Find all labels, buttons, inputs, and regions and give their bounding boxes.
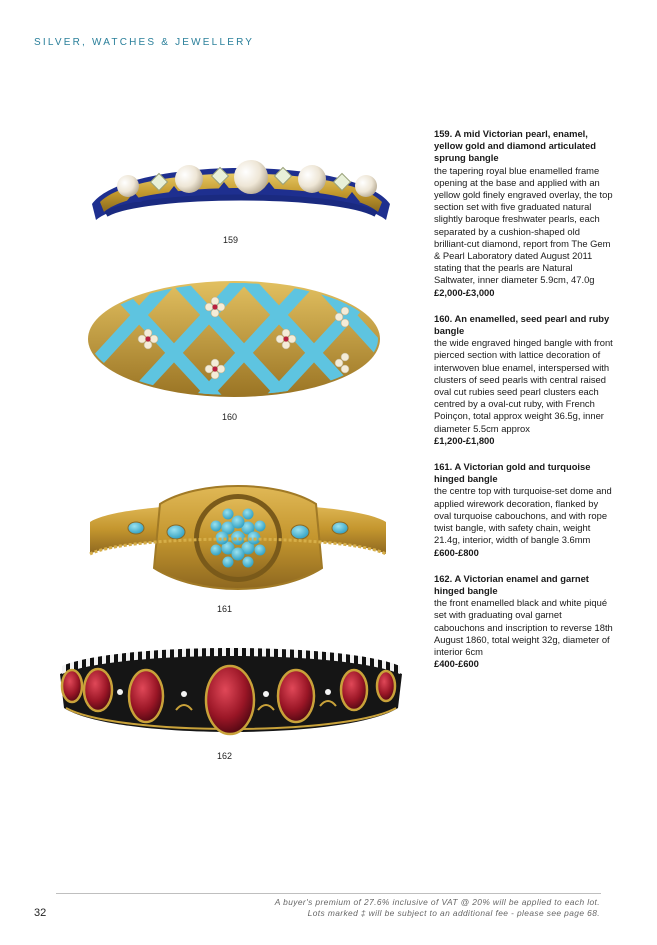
- plate-label-161: 161: [217, 604, 233, 614]
- lot-title: 161. A Victorian gold and turquoise hinged bangle: [434, 461, 591, 485]
- page-number: 32: [34, 907, 47, 919]
- bangle-161-image: [88, 478, 388, 598]
- lot-descriptions: [434, 128, 614, 684]
- lot-162: [434, 573, 614, 671]
- lot-159: [434, 128, 614, 299]
- lot-title: 162. A Victorian enamel and garnet hinged bangle: [434, 572, 589, 596]
- lot-estimate: £400-£600: [434, 658, 479, 670]
- footer-note-line-2: Lots marked ‡ will be subject to an additional fee - please see page 68.: [307, 908, 600, 918]
- bangle-160-image: [84, 277, 384, 401]
- lot-161: [434, 461, 614, 559]
- lot-description: the tapering royal blue enamelled frame opening at the base and applied with an yellow gold finely engraved overlay, the top section set with five graduated natural slightly baroque freshwater pearls, each separated by a cushion-shaped old brilliant-cut diamond, report from The Gem & Pearl Laboratory dated August 2011 stating that the pearls are Natural Saltwater, inner diameter 5.9cm, 47.0g: [434, 164, 613, 286]
- lot-160: [434, 313, 614, 447]
- lot-estimate: £1,200-£1,800: [434, 434, 495, 446]
- lot-title: 159. A mid Victorian pearl, enamel, yellow gold and diamond articulated sprung bangle: [434, 128, 596, 164]
- bangle-162-image: [58, 644, 404, 744]
- section-header: SILVER, WATCHES & JEWELLERY: [34, 37, 255, 48]
- lot-estimate: £2,000-£3,000: [434, 286, 495, 298]
- bangle-159-image: [86, 148, 396, 230]
- plate-label-162: 162: [217, 751, 233, 761]
- buyers-premium-note: [275, 897, 600, 919]
- lot-estimate: £600-£800: [434, 546, 479, 558]
- lot-title: 160. An enamelled, seed pearl and ruby bangle: [434, 312, 610, 337]
- lot-description: the centre top with turquoise-set dome and applied wirework decoration, flanked by oval turquoise cabouchons, and with rope twist bangle, with safety chain, weight 21.4g, interior, width of bangle 3.6mm: [434, 485, 612, 546]
- plate-label-159: 159: [223, 235, 239, 245]
- lot-description: the front enamelled black and white piqué set with graduating oval garnet cabouchons and inscription to reverse 18th August 1860, total weight 32g, diameter of interior 6cm: [434, 597, 613, 657]
- footer-divider: [56, 893, 601, 894]
- footer-note-line-1: A buyer's premium of 27.6% inclusive of VAT @ 20% will be applied to each lot.: [274, 897, 600, 907]
- lot-description: the wide engraved hinged bangle with front pierced section with lattice decoration of interwoven blue enamel, interspersed with clusters of seed pearls with central raised oval cut rubies seed pearl clusters each centred by a oval-cut ruby, with French Poinçon, total approx weight 36.5g, inner diameter 5.5cm approx: [434, 337, 613, 434]
- plate-label-160: 160: [222, 412, 238, 422]
